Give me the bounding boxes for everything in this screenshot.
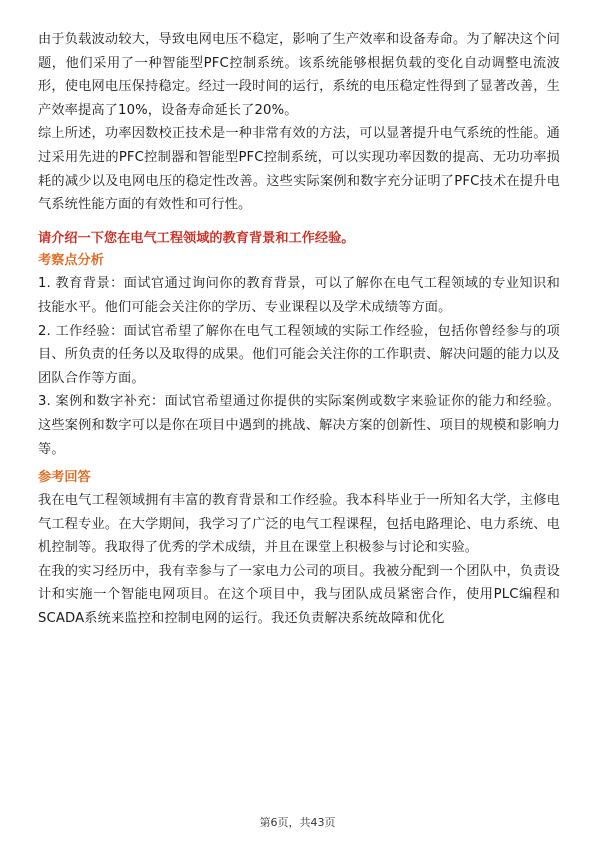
analysis-item-education: 1. 教育背景：面试官通过询问你的教育背景，可以了解你在电气工程领域的专业知识和技能水平。他们可能会关注你的学历、专业课程以及学术成绩等方面。 — [38, 276, 560, 315]
page-number: 第6页，共43页 — [259, 816, 336, 829]
intro-paragraph-1: 由于负载波动较大，导致电网电压不稳定，影响了生产效率和设备寿命。为了解决这个问题，他们采用了一种智能型PFC控制系统。该系统能够根据负载的变化自动调整电流波形，使电网电压保持稳定。经过一段时间的运行，系统的电压稳定性得到了显著改善，生产效率提高了10%，设备寿命延长了20%。 — [38, 32, 560, 118]
answer-paragraph-2: 在我的实习经历中，我有幸参与了一家电力公司的项目。我被分配到一个团队中，负责设计和实施一个智能电网项目。在这个项目中，我与团队成员紧密合作，使用PLC编程和SCADA系统来监控和控制电网的运行。我还负责解决系统故障和优化 — [38, 563, 560, 627]
analysis-item-experience: 2. 工作经验：面试官希望了解你在电气工程领域的实际工作经验，包括你曾经参与的项目、所负责的任务以及取得的成果。他们可能会关注你的工作职责、解决问题的能力以及团队合作等方面。 — [38, 323, 560, 386]
answer-paragraph-1: 我在电气工程领域拥有丰富的教育背景和工作经验。我本科毕业于一所知名大学，主修电气工程专业。在大学期间，我学习了广泛的电气工程课程，包括电路理论、电力系统、电机控制等。我取得了优秀的学术成绩，并且在课堂上积极参与讨论和实验。 — [38, 493, 560, 556]
document-page — [38, 28, 560, 631]
answer-heading: 参考回答 — [38, 470, 91, 486]
analysis-item-cases: 3. 案例和数字补充：面试官希望通过你提供的实际案例或数字来验证你的能力和经验。这些案例和数字可以是你在项目中遇到的挑战、解决方案的创新性、项目的规模和影响力等。 — [38, 394, 560, 457]
interview-question: 请介绍一下您在电气工程领域的教育背景和工作经验。 — [38, 230, 355, 246]
intro-paragraph-2: 综上所述，功率因数校正技术是一种非常有效的方法，可以显著提升电气系统的性能。通过采用先进的PFC控制器和智能型PFC控制系统，可以实现功率因数的提高、无功功率损耗的减少以及电网电压的稳定性改善。这些实际案例和数字充分证明了PFC技术在提升电气系统性能方面的有效性和可行性。 — [38, 126, 560, 213]
analysis-heading: 考察点分析 — [38, 253, 104, 269]
